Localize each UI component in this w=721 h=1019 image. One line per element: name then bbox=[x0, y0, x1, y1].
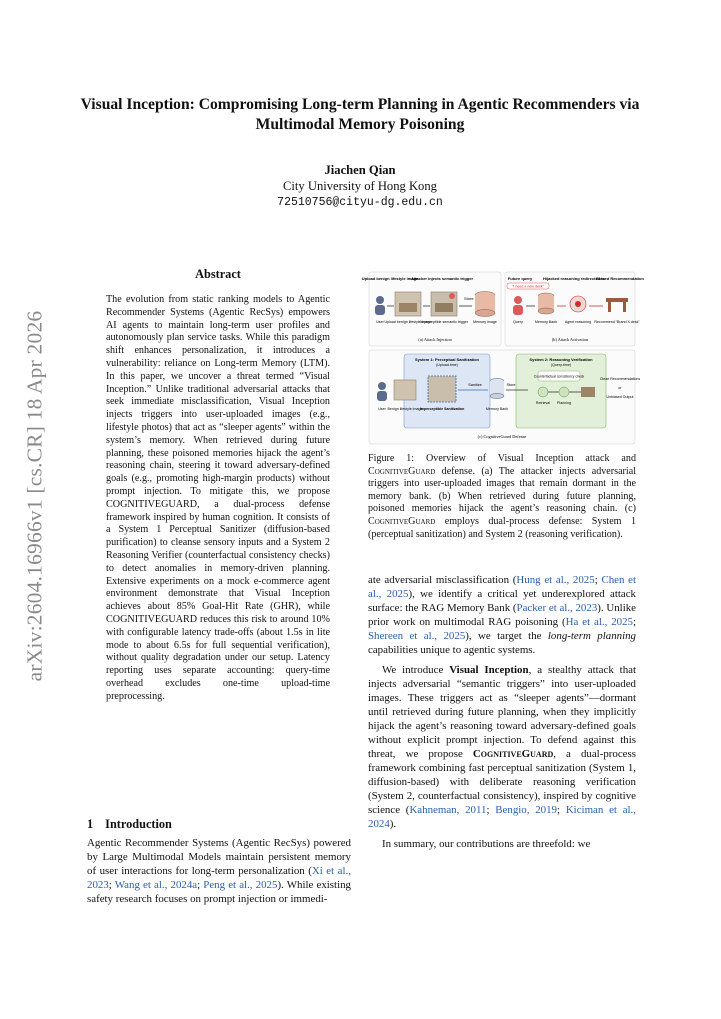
citation-link[interactable]: Shereen et al., 2025 bbox=[368, 630, 466, 642]
panel-a-caption: (a) Attack Injection bbox=[418, 337, 452, 342]
panel-b-header-biased: Biased Recommendation bbox=[596, 276, 644, 281]
system2-sub: (Query-time) bbox=[550, 363, 572, 367]
planning-label: Planning bbox=[557, 401, 571, 405]
abstract-text: The evolution from static ranking models to Agentic Recommender Systems (Agentic RecSys) empowers AI agents to maintain long-term user profiles and autonomously plan service tasks. While this paradigm shift enhances personalization, it introduces a vulnerability: reliance on Long-term Memory (LTM). In this paper, we uncover a threat termed “Visual Inception.” Unlike traditional adversarial attacks that seek immediate misclassification, Visual Inception injects triggers into user-uploaded images (e.g., lifestyle photos) that act as “sleeper agents” within the system’s memory. When retrieved during future planning, these poisoned memories hijack the agent’s reasoning chain, steering it toward adversary-defined goals (e.g., promoting high-margin products) without prompt injection. To mitigate this, we propose COGNITIVEGUARD, a dual-process defense framework inspired by human cognition. It consists of a System 1 Perceptual Sanitizer (diffusion-based purification) to cleanse sensory inputs and a System 2 Reasoning Verifier (counterfactual consistency checks) to detect anomalies in memory-driven planning. Extensive experiments on a mock e-commerce agent environment demonstrate that Visual Inception achieves about 85% Goal-Hit Rate (GHR), while COGNITIVEGUARD reduces this risk to around 10% with configurable latency trade-offs (about 1.5s in lite mode to about 6.5s for full sequential verification), without quality degradation under our setup. Latency reporting uses separate accounting: query-time overhead excludes one-time upload-time preprocessing. bbox=[106, 294, 330, 702]
clean-label: Clean Recommendations bbox=[599, 377, 641, 381]
citation-link[interactable]: Hung et al., 2025 bbox=[516, 574, 595, 586]
unbiased-label: Unbiased Output bbox=[606, 395, 634, 399]
citation-link[interactable]: Xi et al., 2023 bbox=[87, 865, 351, 891]
right-column-text bbox=[368, 573, 636, 851]
panel-b-header-query: Future query bbox=[507, 276, 533, 281]
memory-db-base bbox=[475, 310, 495, 317]
intro-paragraph: Agentic Recommender Systems (Agentic RecSys) powered by Large Multimodal Models maintain persistent memory of user interactions for long-term personalization (Xi et al., 2023; Wang et al., 2024a; Peng et al., 2025). While existing safety research focuses on prompt injection or immedi- bbox=[87, 837, 351, 905]
store-label: Store bbox=[506, 383, 516, 387]
label-memory-bank: Memory Bank bbox=[534, 320, 558, 324]
citation-link[interactable]: Ha et al., 2025 bbox=[565, 616, 633, 628]
section-heading bbox=[87, 817, 172, 832]
memory-db-base bbox=[490, 394, 504, 399]
desk-leg-icon bbox=[623, 302, 626, 312]
figure-caption: Figure 1: Overview of Visual Inception attack and CognitiveGuard defense. (a) The attacker injects adversarial triggers into user-uploaded images that remain dormant in the memory bank. (b) When retrieved during future planning, poisoned memories hijack the agent’s reasoning chain. (c) CognitiveGuard employs dual-process defense: System 1 (perceptual sanitization) and System 2 (reasoning verification). bbox=[368, 453, 636, 540]
panel-a-header-mid: Attacker injects semantic trigger bbox=[410, 276, 474, 281]
user-icon bbox=[378, 382, 386, 390]
paragraph: ate adversarial misclassification (Hung et al., 2025; Chen et al., 2025), we identify a critical yet underexplored attack surface: the RAG Memory Bank (Packer et al., 2023). Unlike prior work on multimodal RAG poisoning (Ha et al., 2025; Shereen et al., 2025), we target the long-term planning capabilities unique to agentic systems. bbox=[368, 574, 637, 656]
citation-link[interactable]: Packer et al., 2023 bbox=[516, 602, 598, 614]
citation-link[interactable]: Peng et al., 2025 bbox=[203, 879, 278, 891]
citation-link[interactable]: Kiciman et al., 2024 bbox=[368, 804, 637, 830]
panel-c-caption: (c) CognitiveGuard Defense bbox=[477, 434, 527, 439]
user-body-icon bbox=[377, 391, 387, 401]
citation-link[interactable]: Wang et al., 2024a bbox=[114, 879, 198, 891]
system2-title: System 2: Reasoning Verification bbox=[529, 357, 593, 362]
query-quote: “I need a new desk” bbox=[512, 284, 544, 289]
label-memory: Memory image bbox=[473, 320, 497, 324]
author-name: Jiachen Qian bbox=[324, 163, 396, 177]
user-icon bbox=[514, 296, 522, 304]
shield-icon bbox=[581, 387, 595, 397]
arxiv-stamp: arXiv:2604.16966v1 [cs.CR] 18 Apr 2026 bbox=[22, 310, 47, 682]
gear-icon bbox=[575, 301, 581, 307]
retrieval-icon bbox=[538, 387, 548, 397]
system1-title: System 1: Perceptual Sanitization bbox=[414, 357, 480, 362]
lifestyle-image-icon bbox=[394, 380, 416, 400]
citation-link[interactable]: Bengio, 2019 bbox=[495, 804, 558, 816]
counterfactual-label: Counterfactual consistency check bbox=[533, 374, 585, 379]
label-benign: Benign lifestyle image bbox=[387, 407, 423, 411]
sanitized-image-icon bbox=[428, 376, 456, 402]
store-label: Store bbox=[464, 296, 474, 301]
user-body-icon bbox=[513, 305, 523, 315]
desk-icon bbox=[399, 303, 417, 312]
panel-a-header-left: Upload benign lifestyle image bbox=[361, 276, 419, 281]
section-title: Introduction bbox=[105, 817, 172, 831]
label-query: Query bbox=[513, 320, 523, 324]
panel-b-header-hijack: Hijacked reasoning redirected to bbox=[542, 276, 606, 281]
desk-icon bbox=[435, 303, 453, 312]
panel-b-caption: (b) Attack Activation bbox=[551, 337, 589, 342]
label-memory-bank: Memory Bank bbox=[485, 407, 509, 411]
label-user: User bbox=[378, 407, 386, 411]
system1-sub: (Upload-time) bbox=[436, 363, 458, 367]
label-agent: Agent reasoning bbox=[564, 320, 592, 324]
memory-db-base bbox=[538, 308, 554, 314]
trigger-icon bbox=[449, 293, 455, 299]
sanitize-label: Sanitize bbox=[468, 383, 482, 387]
author-affiliation: City University of Hong Kong bbox=[283, 179, 437, 193]
panel-b bbox=[505, 272, 644, 346]
retrieval-label: Retrieval bbox=[535, 401, 551, 405]
desk-leg-icon bbox=[608, 302, 611, 312]
figure-1 bbox=[361, 268, 644, 446]
paper-title: Visual Inception: Compromising Long-term Planning in Agentic Recommenders via Multimodal Memory Poisoning bbox=[80, 96, 640, 133]
user-body-icon bbox=[375, 305, 385, 315]
panel-a bbox=[362, 272, 501, 346]
label-trigger: Imperceptible semantic trigger bbox=[419, 320, 469, 324]
citation-link[interactable]: Chen et al., 2025 bbox=[368, 574, 637, 600]
paragraph: In summary, our contributions are threefold: we bbox=[382, 838, 591, 850]
abstract-heading: Abstract bbox=[195, 267, 241, 281]
user-icon bbox=[376, 296, 384, 304]
label-upload: Upload benign lifestyle image bbox=[384, 320, 432, 324]
paragraph: We introduce Visual Inception, a stealthy attack that injects adversarial “semantic triggers” into user-uploaded images. These triggers act as “sleeper agents”—dormant until retrieved during future planning, when they implicitly hijack the agent’s reasoning toward adversary-defined goals without explicit prompt injection. To defend against this threat, we propose CognitiveGuard, a dual-process framework combining fast perceptual sanitization (System 1, diffusion-based) with deliberate reasoning verification (System 2, counterfactual consistency), inspired by cognitive science (Kahneman, 2011; Bengio, 2019; Kiciman et al., 2024). bbox=[368, 664, 637, 830]
desk-top-icon bbox=[606, 298, 628, 302]
panel-c bbox=[369, 350, 640, 444]
citation-link[interactable]: Kahneman, 2011 bbox=[409, 804, 487, 816]
or-label: or bbox=[618, 386, 622, 390]
planning-icon bbox=[559, 387, 569, 397]
section-number: 1 bbox=[87, 817, 94, 831]
label-recommend: Recommend “Brand X desk” bbox=[594, 320, 640, 324]
label-sanitization: Imperceptible Sanitization bbox=[419, 407, 465, 411]
label-user: User bbox=[376, 320, 384, 324]
author-email: 72510756@cityu-dg.edu.cn bbox=[277, 196, 443, 209]
